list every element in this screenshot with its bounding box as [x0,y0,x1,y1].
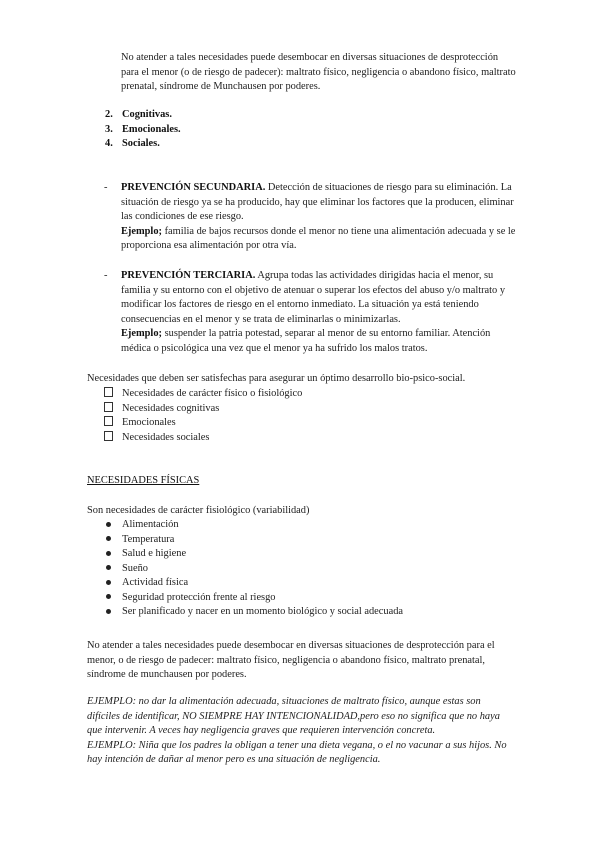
dash-marker: - [104,182,108,193]
list-label: Salud e higiene [122,548,187,559]
list-label: Alimentación [122,519,179,530]
checkbox-icon [104,387,113,397]
example-text: médica o psicológica una vez que el menor ya ha sufrido los malos tratos. [121,342,428,354]
section-text: modificar los factores de riesgo en el entorno inmediato. La situación ya está teniendo [121,299,479,310]
checkbox-icon [104,416,113,426]
section-text: Agrupa todas las actividades dirigidas hacia el menor, su [255,270,494,281]
dash-marker: - [104,270,108,281]
example-line: EJEMPLO: Niña que los padres la obligan a tener una dieta vegana, o el no vacunar a sus hijos. No [87,739,507,751]
list-label: Cognitivas. [122,109,172,120]
list-label: Emocionales. [122,123,181,135]
list-item [104,533,403,548]
numbered-list [105,108,181,152]
checkbox-icon [104,431,113,441]
section-text: consecuencias en el menor y se trata de eliminarlas o minimizarlas. [121,313,401,325]
example-line: hay intención de dañar al menor pero es una situación de negligencia. [87,754,381,765]
bullet-icon [106,522,111,527]
intro-line: prenatal, síndrome de Munchausen por poderes. [121,81,321,92]
list-number: 4. [105,138,113,149]
section-text: situación de riesgo ya se ha producido, hay que eliminar los factores que la producen, eliminar [121,196,514,208]
physical-intro: Son necesidades de carácter fisiológico (variabilidad) [87,505,310,516]
example-line: que intervenir. A veces hay negligencia graves que requieren intervención concreta. [87,725,436,736]
list-item [104,591,403,606]
section-text: familia y su entorno con el objetivo de atenuar o superar los efectos del abuso y/o maltrato y [121,284,506,296]
needs-list [104,387,302,445]
list-item [104,605,403,620]
list-label: Necesidades de carácter físico o fisiológico [122,388,303,399]
section-title: PREVENCIÓN TERCIARIA. [121,270,256,281]
list-number: 2. [105,109,113,120]
list-item [104,416,302,431]
list-label: Emocionales [122,417,176,428]
list-label: Sociales. [122,138,160,149]
list-item [104,547,403,562]
list-label: Necesidades cognitivas [122,402,220,414]
prevention-secondary-section [121,181,551,254]
list-item [105,108,181,123]
example-text: suspender la patria potestad, separar al menor de su entorno familiar. Atención [161,328,491,339]
list-label: Actividad física [122,577,189,588]
list-label: Ser planificado y nacer en un momento biológico y social adecuada [122,606,404,617]
closing-paragraph [87,639,495,683]
physical-needs-heading: NECESIDADES FÍSICAS [87,475,200,486]
example-label: Ejemplo; [121,225,162,237]
intro-line: No atender a tales necesidades puede desembocar en diversas situaciones de desprotección [121,52,499,63]
examples-paragraph [87,695,507,768]
list-label: Temperatura [122,533,175,545]
list-item [104,402,302,417]
list-label: Seguridad protección frente al riesgo [122,591,276,603]
bullet-icon [106,551,111,556]
example-line: EJEMPLO: no dar la alimentación adecuada, situaciones de maltrato físico, aunque estas son [87,696,481,707]
closing-line: menor, o de riesgo de padecer: maltrato físico, negligencia o abandono físico, maltrato prenatal, [87,654,486,666]
list-item [104,431,302,446]
list-label: Sueño [122,562,148,574]
list-number: 3. [105,123,113,135]
closing-line: síndrome de munchausen por poderes. [87,669,247,680]
bullet-icon [106,609,111,614]
checkbox-icon [104,402,113,412]
list-item [105,123,181,138]
closing-line: No atender a tales necesidades puede desembocar en diversas situaciones de desprotección para el [87,640,495,651]
needs-intro: Necesidades que deben ser satisfechas para asegurar un óptimo desarrollo bio-psico-social. [87,373,466,384]
section-title: PREVENCIÓN SECUNDARIA. [121,182,266,193]
example-text: familia de bajos recursos donde el menor no tiene una alimentación adecuada y se le [161,225,516,237]
example-line: difíciles de identificar, NO SIEMPRE HAY INTENCIONALIDAD,pero eso no significa que no haya [87,710,500,722]
intro-line: para el menor (o de riesgo de padecer): maltrato físico, negligencia o abandono físico, maltrato [121,66,516,78]
bullet-icon [106,594,111,599]
list-item [104,387,302,402]
physical-needs-list [104,518,403,620]
list-item [104,576,403,591]
intro-paragraph [121,51,516,95]
list-label: Necesidades sociales [122,431,210,443]
list-item [104,518,403,533]
list-item [104,562,403,577]
section-text: Detección de situaciones de riesgo para su eliminación. La [265,182,512,193]
section-text: las condiciones de ese riesgo. [121,211,244,222]
bullet-icon [106,565,111,570]
bullet-icon [106,536,111,541]
example-text: proporciona esa alimentación por otra vía. [121,240,297,251]
prevention-tertiary-section [121,269,551,356]
example-label: Ejemplo; [121,328,162,339]
bullet-icon [106,580,111,585]
list-item [105,137,181,152]
